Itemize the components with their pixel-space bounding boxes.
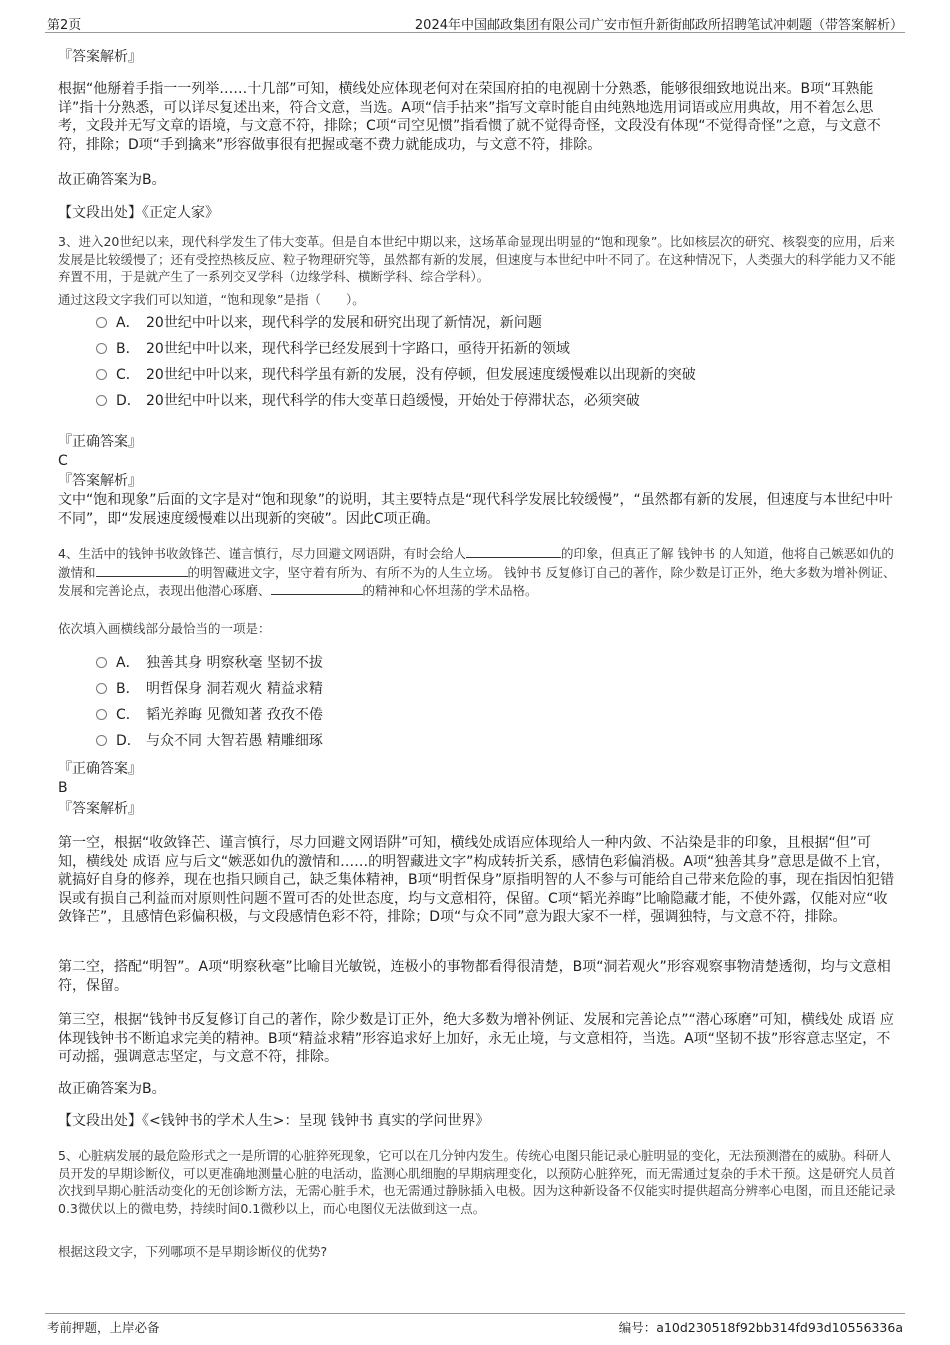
q4-analysis-para1: 第一空，根据“收敛锋芒、谨言慎行，尽力回避文网语阱”可知，横线处成语应体现给人一种内敛、不沾染是非的印象，且根据“但”可知，横线处 成语 应与后文“嫉恶如仇的激情和……的明智藏进文字”构成转折关系，感情色彩偏消极。A项“独善其身”意思是做不上官，就搞好自身的修养，现在也指只顾自己，缺乏集体精神，B项“明哲保身”原指明智的人不参与可能给自己带来危险的事，现在指因怕犯错误或有损自己利益而对原则性问题不置可否的处世态度，均与文意相符，保留。C项“韬光养晦”比喻隐藏才能，不使外露，仅能对应“收敛锋芒”，且感情色彩偏积极，与文段感情色彩不符，排除；D项“与众不同”意为跟大家不一样，强调独特，与文意不符，排除。 <box>58 835 895 925</box>
radio-icon[interactable] <box>96 395 107 406</box>
q5-stem: 5、心脏病发展的最危险形式之一是所谓的心脏猝死现象，它可以在几分钟内发生。传统心电图只能记录心脏明显的变化，无法预测潜在的威胁。科研人员开发的早期诊断仪，可以更准确地测量心脏的电活动，监测心肌细胞的早期病理变化，以预防心脏猝死，而无需通过复杂的手术干预。这是研究人员首次找到早期心脏活动变化的无创诊断方法，无需心脏手术，也无需通过静脉插入电极。因为这种新设备不仅能实时提供超高分辨率心电图，而且还能记录0.3微伏以上的微电势，持续时间0.1微秒以上，而心电图仪无法做到这一点。 <box>58 1148 896 1216</box>
q4-source: 【文段出处】《<钱钟书的学术人生>：呈现 钱钟书 真实的学问世界》 <box>58 1113 490 1129</box>
q4-stem: 4、生活中的钱钟书收敛锋芒、谨言慎行，尽力回避文网语阱，有时会给人 的印象，但真正了解 钱钟书 的人知道，他将自己嫉恶如仇的激情和 的明智藏进文字，坚守着有所为、有所不为的人生立场。 钱钟书 反复修订自己的著作，除少数是订正外，绝大多数为增补例证、发展和完善论点，表现出他潜心琢磨、 的精神和心怀坦荡的学术品格。 <box>58 546 896 598</box>
q4-option-b[interactable]: B． 明哲保身 洞若观火 精益求精 <box>96 679 323 699</box>
q3-option-b[interactable]: B． 20世纪中叶以来，现代科学已经发展到十字路口，亟待开拓新的领域 <box>96 339 570 359</box>
radio-icon[interactable] <box>96 369 107 380</box>
q4-analysis-label: 『答案解析』 <box>58 801 142 817</box>
blank-2 <box>96 563 188 577</box>
q4-option-c[interactable]: C． 韬光养晦 见微知著 孜孜不倦 <box>96 705 323 725</box>
q2-conclusion: 故正确答案为B。 <box>58 172 166 188</box>
radio-icon[interactable] <box>96 683 107 694</box>
q4-answer-label: 『正确答案』 <box>58 761 142 777</box>
q3-answer-label: 『正确答案』 <box>58 434 142 450</box>
q2-source: 【文段出处】《正定人家》 <box>58 205 219 221</box>
blank-1 <box>466 544 561 558</box>
q3-answer: C <box>58 453 68 469</box>
q4-option-a[interactable]: A． 独善其身 明察秋毫 坚韧不拔 <box>96 653 323 673</box>
radio-icon[interactable] <box>96 343 107 354</box>
q3-analysis-label: 『答案解析』 <box>58 473 142 489</box>
blank-3 <box>271 581 363 595</box>
q3-option-a[interactable]: A． 20世纪中叶以来，现代科学的发展和研究出现了新情况，新问题 <box>96 313 542 333</box>
q4-answer: B <box>58 780 68 796</box>
radio-icon[interactable] <box>96 657 107 668</box>
radio-icon[interactable] <box>96 317 107 328</box>
q2-analysis-text: 根据“他掰着手指一一列举……十几部”可知，横线处应体现老何对在荣国府拍的电视剧十分熟悉，能够很细致地说出来。B项“耳熟能详”指十分熟悉，可以详尽复述出来，符合文意，当选。A项“信手拈来”指写文章时能自由纯熟地选用词语或应用典故，用不着怎么思考，文段并无写文章的语境，与文意不符，排除；C项“司空见惯”指看惯了就不觉得奇怪，文段没有体现“不觉得奇怪”之意，与文意不符，排除；D项“手到擒来”形容做事很有把握或毫不费力就能成功，与文意不符，排除。 <box>58 81 881 153</box>
q5-question: 根据这段文字，下列哪项不是早期诊断仪的优势? <box>58 1244 328 1259</box>
radio-icon[interactable] <box>96 735 107 746</box>
footer-tip: 考前押题，上岸必备 <box>47 1320 160 1335</box>
q3-option-d[interactable]: D． 20世纪中叶以来，现代科学的伟大变革日趋缓慢，开始处于停滞状态，必须突破 <box>96 391 640 411</box>
q3-stem: 3、进入20世纪以来，现代科学发生了伟大变革。但是自本世纪中期以来，这场革命显现出明显的“饱和现象”。比如核层次的研究、核裂变的应用，后来发展是比较缓慢了；还有受控热核反应、粒子物理研究等，虽然都有新的发展，但速度与本世纪中叶不同了。在这种情况下，人类强大的科学能力又不能弃置不用，于是就产生了一系列交叉学科（边缘学科、横断学科、综合学科）。 <box>58 234 896 284</box>
q2-analysis-label: 『答案解析』 <box>58 49 142 65</box>
q3-analysis-text: 文中“饱和现象”后面的文字是对“饱和现象”的说明，其主要特点是“现代科学发展比较缓慢”，“虽然都有新的发展，但速度与本世纪中叶不同”，即“发展速度缓慢难以出现新的突破”。因此C项正确。 <box>58 492 893 527</box>
q4-option-d[interactable]: D． 与众不同 大智若愚 精雕细琢 <box>96 731 323 751</box>
q3-question: 通过这段文字我们可以知道，“饱和现象”是指（ ）。 <box>58 292 365 307</box>
q4-question: 依次填入画横线部分最恰当的一项是： <box>58 621 271 636</box>
footer-serial: 编号：a10d230518f92bb314fd93d10556336a <box>618 1320 903 1335</box>
q4-conclusion: 故正确答案为B。 <box>58 1081 166 1097</box>
q4-analysis-para3: 第三空，根据“钱钟书反复修订自己的著作，除少数是订正外，绝大多数为增补例证、发展和完善论点”“潜心琢磨”可知，横线处 成语 应体现钱钟书不断追求完美的精神。B项“精益求精”形容追求好上加好，永无止境，与文意相符，当选。A项“坚韧不拔”形容意志坚定，不可动摇，强调意志坚定，与文意不符，排除。 <box>58 1012 894 1065</box>
q3-option-c[interactable]: C． 20世纪中叶以来，现代科学虽有新的发展，没有停顿，但发展速度缓慢难以出现新的突破 <box>96 365 696 385</box>
document-title: 2024年中国邮政集团有限公司广安市恒升新街邮政所招聘笔试冲刺题（带答案解析） <box>414 18 903 33</box>
radio-icon[interactable] <box>96 709 107 720</box>
page-header <box>45 12 905 33</box>
q4-analysis-para2: 第二空，搭配“明智”。A项“明察秋毫”比喻目光敏锐，连极小的事物都看得很清楚，B项“洞若观火”形容观察事物清楚透彻，均与文意相符，保留。 <box>58 959 891 994</box>
page-number: 第2页 <box>47 18 82 33</box>
page-footer <box>45 1313 905 1336</box>
